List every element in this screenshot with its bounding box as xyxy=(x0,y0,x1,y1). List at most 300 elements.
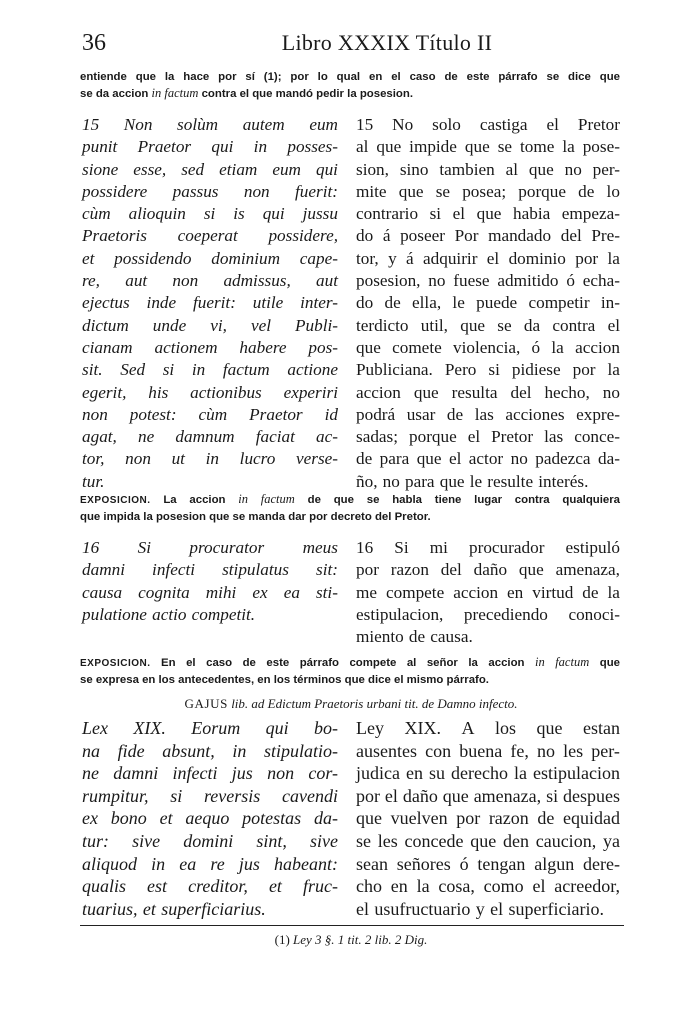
word: vi, xyxy=(210,315,227,335)
word: A xyxy=(461,718,475,738)
word: et xyxy=(159,808,173,829)
word: ó xyxy=(566,271,575,291)
word: ejectus xyxy=(82,293,130,313)
word: que xyxy=(442,785,469,806)
word: virtud xyxy=(532,582,574,602)
text-line xyxy=(356,270,620,292)
word: hecho, xyxy=(544,382,590,402)
word: actionem xyxy=(154,337,218,357)
word: fe, xyxy=(510,740,529,761)
word: del xyxy=(440,560,462,580)
text-line xyxy=(82,537,338,559)
word: las xyxy=(474,404,494,424)
word: et xyxy=(268,876,282,897)
word: possidendo xyxy=(114,248,192,268)
word: de xyxy=(384,293,401,313)
word: reversis xyxy=(203,785,261,806)
word: XIX. xyxy=(404,718,441,738)
word: Publi- xyxy=(295,315,338,335)
footnote-text: Ley 3 §. 1 tit. 2 lib. 2 Dig. xyxy=(289,932,428,947)
word: sit. xyxy=(82,360,103,380)
word: jus xyxy=(231,763,253,784)
word: ya xyxy=(602,830,620,851)
word: no xyxy=(510,449,528,469)
word: tor, xyxy=(82,449,105,469)
text-line xyxy=(82,762,338,785)
word: ne xyxy=(82,763,99,784)
text-line xyxy=(356,337,620,359)
word: potestas xyxy=(242,808,302,829)
word: tur. xyxy=(82,471,105,491)
word: por xyxy=(356,785,380,806)
latin-paragraph-15 xyxy=(82,114,338,493)
word: ne xyxy=(138,427,155,447)
word: de xyxy=(578,181,595,201)
word: usufructuario xyxy=(374,898,471,919)
word: da xyxy=(523,315,541,335)
text-line xyxy=(82,471,338,493)
text-line xyxy=(356,159,620,181)
word: da- xyxy=(313,808,338,829)
word: re xyxy=(210,853,225,874)
word: porque xyxy=(518,181,566,201)
word: faciat xyxy=(255,427,295,447)
word: fuerit: xyxy=(192,293,236,313)
word: utile xyxy=(252,293,284,313)
word: infecti xyxy=(152,560,195,580)
text-line xyxy=(356,626,620,648)
note-continuation xyxy=(80,69,620,102)
word: de xyxy=(537,808,555,829)
text-line xyxy=(356,762,620,785)
word: sione xyxy=(82,159,119,179)
word: que xyxy=(464,137,490,157)
footnote-mark: (1) xyxy=(274,932,290,947)
word: id xyxy=(324,404,338,424)
word: su xyxy=(428,763,445,784)
word: cavendi xyxy=(282,785,338,806)
word: estipuló xyxy=(565,538,620,557)
word: Praetor xyxy=(137,137,192,157)
word: competit. xyxy=(191,604,256,624)
word: no xyxy=(537,740,556,761)
word: eum xyxy=(272,159,301,179)
running-title: Libro XXXIX Título II xyxy=(281,30,493,55)
note-line xyxy=(80,672,620,688)
text-line xyxy=(356,382,620,404)
word: terdicto xyxy=(356,315,409,335)
word: qui xyxy=(262,204,285,224)
word: egerit, xyxy=(82,382,127,402)
text-line xyxy=(82,315,338,337)
word: do xyxy=(356,293,374,313)
word: meus xyxy=(302,538,338,557)
word: agat, xyxy=(82,427,117,447)
word: estan xyxy=(583,718,620,738)
word: la xyxy=(562,137,575,157)
word: con xyxy=(425,740,452,761)
word: fruc- xyxy=(302,876,338,897)
word: possidere, xyxy=(268,226,338,246)
word: que xyxy=(356,808,382,829)
word: sive xyxy=(310,830,338,851)
word: superficiarius. xyxy=(161,898,266,919)
text-line xyxy=(356,807,620,830)
word: del xyxy=(560,226,582,246)
word: habeant: xyxy=(274,853,338,874)
word: amenaza, xyxy=(555,560,620,580)
word: Si xyxy=(394,538,409,557)
word: cho xyxy=(356,876,382,897)
word: inter- xyxy=(300,293,338,313)
word: el xyxy=(546,115,559,134)
word: acciones xyxy=(505,404,565,424)
word: la xyxy=(416,876,430,897)
word: ea xyxy=(179,853,197,874)
word: despues xyxy=(563,785,620,806)
word: rumpitur, xyxy=(82,785,149,806)
note-text: La accion xyxy=(150,494,239,506)
word: compete xyxy=(385,582,445,602)
word: et xyxy=(142,898,156,919)
word: como xyxy=(483,876,524,897)
text-line xyxy=(356,203,620,225)
word: Non xyxy=(123,115,153,134)
word: in- xyxy=(600,293,620,313)
word: mihi xyxy=(205,582,237,602)
word: No xyxy=(392,115,414,134)
word: non xyxy=(125,449,151,469)
word: no xyxy=(428,271,446,291)
word: verse- xyxy=(296,449,338,469)
word: Pre- xyxy=(591,226,620,246)
word: tur: xyxy=(82,830,109,851)
word: contra xyxy=(552,315,596,335)
word: de xyxy=(356,449,373,469)
word: stipulatus xyxy=(222,560,289,580)
word: daño xyxy=(402,785,438,806)
word: la xyxy=(513,763,527,784)
text-line xyxy=(82,337,338,359)
word: in xyxy=(205,449,219,469)
word: absunt, xyxy=(162,740,215,761)
word: que xyxy=(460,315,486,335)
text-line xyxy=(356,426,620,448)
word: coeperat xyxy=(177,226,238,246)
word: le xyxy=(469,471,483,491)
word: damnum xyxy=(175,427,235,447)
word: podrá xyxy=(356,404,396,424)
word: del xyxy=(510,382,532,402)
word: eum xyxy=(309,115,338,134)
word: padezca xyxy=(535,449,591,469)
word: creditor, xyxy=(188,876,248,897)
word: util, xyxy=(420,315,448,335)
word: porque xyxy=(409,427,457,447)
text-line xyxy=(356,225,620,247)
word: pulatione xyxy=(82,604,147,624)
word: habia xyxy=(513,204,551,224)
word: jussu xyxy=(302,204,338,224)
word: que xyxy=(356,337,381,357)
word: qui xyxy=(315,159,338,179)
word: cognita xyxy=(138,582,190,602)
word: aut xyxy=(316,271,338,291)
word: bono xyxy=(110,808,147,829)
word: solùm xyxy=(177,115,219,134)
text-line xyxy=(82,270,338,292)
word: non xyxy=(82,404,108,424)
word: dominio xyxy=(508,248,566,268)
word: castiga xyxy=(479,115,528,134)
word: sadas; xyxy=(356,427,399,447)
word: razon xyxy=(390,560,429,580)
word: bo- xyxy=(314,718,338,738)
text-line xyxy=(356,359,620,381)
text-line xyxy=(356,114,620,136)
word: si xyxy=(546,785,559,806)
word: sive xyxy=(132,830,161,851)
latin-paragraph-16 xyxy=(82,537,338,626)
text-line xyxy=(82,225,338,247)
word: si xyxy=(170,785,183,806)
word: el xyxy=(490,898,504,919)
word: que xyxy=(439,471,465,491)
word: la xyxy=(607,582,620,602)
word: procurador xyxy=(469,538,545,557)
author-name: GAJUS xyxy=(184,696,228,711)
word: las xyxy=(544,427,564,447)
word: me xyxy=(356,582,377,602)
text-line xyxy=(356,853,620,876)
word: cùm xyxy=(198,404,228,424)
word: tor, xyxy=(356,248,379,268)
word: punit xyxy=(82,137,118,157)
word: no xyxy=(564,159,582,179)
word: 16 xyxy=(82,538,100,557)
word: concede xyxy=(404,830,464,851)
word: ut xyxy=(171,449,185,469)
word: cianam xyxy=(82,337,133,357)
word: si xyxy=(162,360,175,380)
word: le xyxy=(452,293,465,313)
word: el xyxy=(486,248,500,268)
text-line xyxy=(82,853,338,876)
word: razon xyxy=(488,808,529,829)
word: 15 xyxy=(82,115,100,134)
word: sion, xyxy=(356,159,389,179)
word: non xyxy=(243,181,270,201)
word: interés. xyxy=(538,471,589,491)
word: competir xyxy=(528,293,590,313)
word: per- xyxy=(591,740,620,761)
text-line xyxy=(82,203,338,225)
text-line xyxy=(82,559,338,581)
word: actio xyxy=(152,604,187,624)
word: mandado xyxy=(488,226,552,246)
word: se xyxy=(435,181,451,201)
word: Pero xyxy=(444,360,477,380)
source-title: lib. ad Edictum Praetoris urbani tit. de Damno infecto. xyxy=(227,696,518,711)
footnote xyxy=(82,932,620,948)
word: accion xyxy=(575,337,620,357)
word: echa- xyxy=(582,271,620,291)
word: esse, xyxy=(133,159,167,179)
text-line xyxy=(82,740,338,763)
word: la xyxy=(607,248,620,268)
word: ex xyxy=(82,808,98,829)
word: est xyxy=(147,876,168,897)
word: ac- xyxy=(316,427,338,447)
word: miento xyxy=(356,627,404,647)
word: habere xyxy=(239,337,287,357)
word: tengan xyxy=(477,853,526,874)
word: les xyxy=(563,740,584,761)
word: de xyxy=(446,404,464,424)
word: factum xyxy=(222,360,270,380)
word: al xyxy=(356,137,369,157)
word: derecho xyxy=(451,763,508,784)
word: is xyxy=(233,204,245,224)
text-line xyxy=(82,181,338,203)
word: experiri xyxy=(283,382,338,402)
word: re, xyxy=(82,271,100,291)
word: la xyxy=(607,360,620,380)
latin-lex-19 xyxy=(82,717,338,920)
word: se xyxy=(497,315,512,335)
word: por xyxy=(456,808,481,829)
word: potest: xyxy=(129,404,177,424)
word: conce- xyxy=(574,427,620,447)
exposicion-label: EXPOSICION. xyxy=(80,658,151,669)
note-text: entiende que la hace por sí (1); por lo qual en el caso de este párrafo se dice que xyxy=(80,71,620,83)
text-line xyxy=(82,136,338,158)
word: buena xyxy=(459,740,503,761)
note-text: se da accion xyxy=(80,88,152,100)
text-line xyxy=(356,559,620,581)
word: adquirir xyxy=(423,248,478,268)
word: sean xyxy=(356,853,388,874)
word: causa xyxy=(82,582,123,602)
text-line xyxy=(356,537,620,559)
word: el xyxy=(532,876,546,897)
word: sed xyxy=(181,159,205,179)
word: do xyxy=(356,226,374,246)
word: jus xyxy=(238,853,260,874)
note-text: de que se habla tiene lugar contra qualquiera xyxy=(294,494,621,506)
word: cosa, xyxy=(438,876,475,897)
word: per- xyxy=(592,159,620,179)
word: etiam xyxy=(219,159,258,179)
word: resulte xyxy=(487,471,534,491)
word: accion xyxy=(356,382,401,402)
word: posses- xyxy=(287,137,338,157)
word: Si xyxy=(137,538,151,557)
note-text: que xyxy=(589,657,621,669)
word: en xyxy=(390,876,408,897)
word: que xyxy=(470,830,497,851)
word: mi xyxy=(429,538,448,557)
word: ella, xyxy=(412,293,442,313)
word: in xyxy=(191,360,206,380)
word: se xyxy=(497,137,513,157)
text-line xyxy=(82,448,338,470)
text-line xyxy=(82,404,338,426)
text-line xyxy=(82,382,338,404)
word: comete xyxy=(392,337,442,357)
word: estipulacion, xyxy=(356,604,444,624)
word: no xyxy=(382,471,400,491)
word: damni xyxy=(82,560,125,580)
note-line xyxy=(80,509,620,525)
word: para xyxy=(404,471,435,491)
word: qui xyxy=(265,718,289,738)
word: precediendo xyxy=(463,604,548,624)
latin-term: in factum xyxy=(151,86,199,100)
text-line xyxy=(82,114,338,136)
word: para xyxy=(379,449,410,469)
word: posea; xyxy=(462,181,507,201)
word: el xyxy=(607,315,620,335)
word: resulta xyxy=(451,382,498,402)
word: si xyxy=(429,204,442,224)
word: aliquod xyxy=(82,853,138,874)
word: tome xyxy=(519,137,555,157)
word: tuarius, xyxy=(82,898,138,919)
word: sino xyxy=(399,159,429,179)
word: possidere xyxy=(82,181,148,201)
word: dere- xyxy=(583,853,620,874)
word: sint, xyxy=(256,830,287,851)
word: Praetoris xyxy=(82,226,147,246)
page-header xyxy=(82,28,626,60)
word: equidad xyxy=(563,808,620,829)
word: si xyxy=(203,204,216,224)
text-line xyxy=(356,471,620,493)
word: ex xyxy=(252,582,268,602)
word: fide xyxy=(117,740,145,761)
word: sit: xyxy=(316,560,338,580)
text-line xyxy=(82,426,338,448)
text-line xyxy=(82,604,338,626)
word: Eorum xyxy=(191,718,241,738)
word: se xyxy=(356,830,371,851)
text-line xyxy=(356,740,620,763)
word: stipulatio- xyxy=(263,740,338,761)
word: pose- xyxy=(582,137,620,157)
word: y xyxy=(388,248,397,268)
text-line xyxy=(356,248,620,270)
word: que xyxy=(413,382,439,402)
word: daño xyxy=(473,560,508,580)
word: impide xyxy=(409,137,457,157)
text-line xyxy=(82,875,338,898)
word: cape- xyxy=(299,248,338,268)
word: Pretor xyxy=(577,115,620,134)
word: den xyxy=(502,830,529,851)
text-line xyxy=(356,181,620,203)
text-line xyxy=(356,830,620,853)
word: Sed xyxy=(120,360,146,380)
word: autem xyxy=(242,115,285,134)
word: de xyxy=(408,627,426,647)
text-line xyxy=(356,404,620,426)
word: da- xyxy=(598,449,620,469)
word: por xyxy=(572,360,596,380)
word: actione xyxy=(287,360,338,380)
word: solo xyxy=(432,115,461,134)
word: el xyxy=(467,427,481,447)
